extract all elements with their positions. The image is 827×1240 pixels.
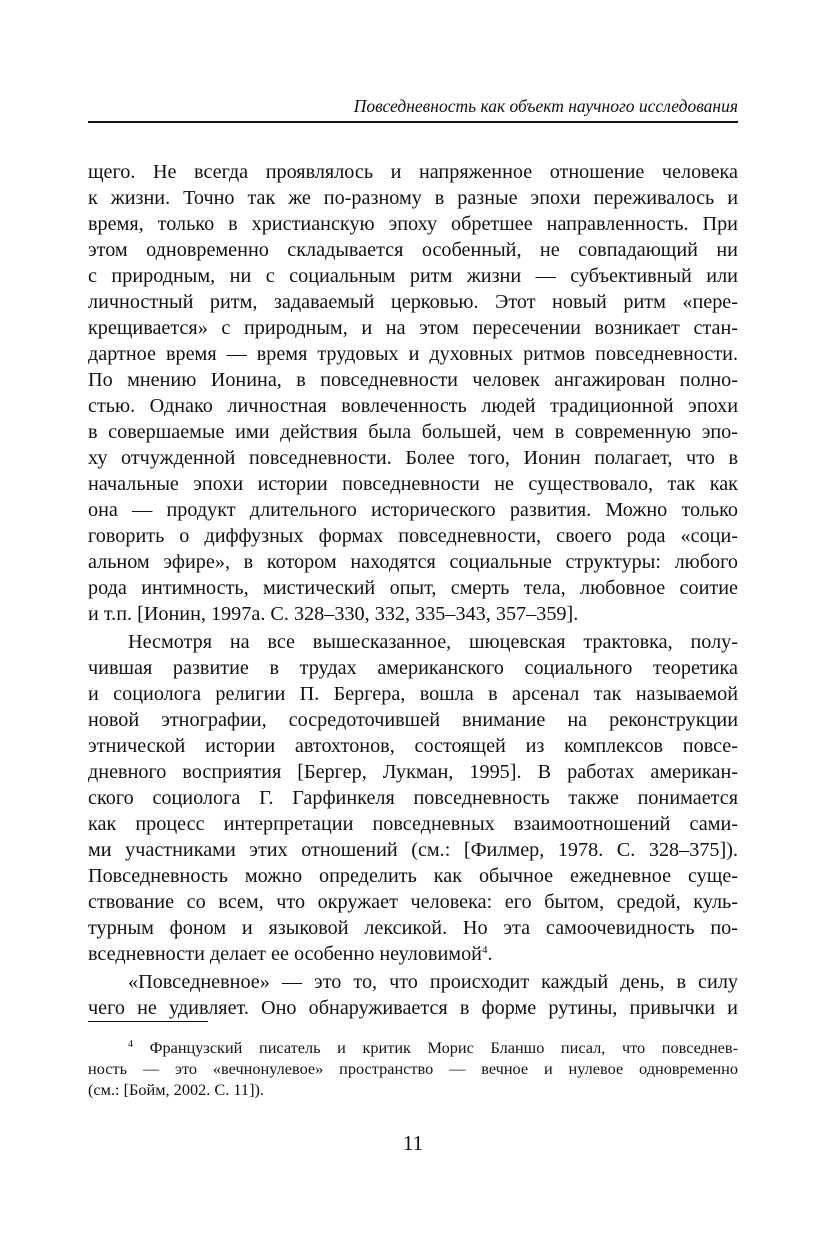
text-line: Повседневность можно определить как обычное ежедневное суще- — [88, 865, 738, 887]
text-line: этом одновременно складывается особенный, не совпадающий ни — [88, 239, 738, 261]
footnote-line — [128, 1037, 738, 1058]
text-line: начальные эпохи истории повседневности не существовало, так как — [88, 473, 738, 495]
text-line: с природным, ни с социальным ритм жизни — субъективный или — [88, 265, 738, 287]
header-rule — [88, 121, 738, 123]
text-line: говорить о диффузных формах повседневности, своего рода «соци- — [88, 525, 738, 547]
text-line: чившая развитие в трудах американского социального теоретика — [88, 657, 738, 679]
footnote-reference[interactable]: 4 — [481, 944, 488, 956]
text-line: стью. Однако личностная вовлеченность людей традиционной эпохи — [88, 395, 738, 417]
text-line: альном эфире», в котором находятся социальные структуры: любого — [88, 551, 738, 573]
text-line: щего. Не всегда проявлялось и напряженное отношение человека — [88, 161, 738, 183]
text-line: новой этнографии, сосредоточившей внимание на реконструкции — [88, 709, 738, 731]
text-line: ми участниками этих отношений (см.: [Филмер, 1978. С. 328–375]). — [88, 839, 738, 861]
text-line: По мнению Ионина, в повседневности человек ангажирован полно- — [88, 369, 738, 391]
footnote-line: (см.: [Бойм, 2002. С. 11]). — [88, 1080, 264, 1099]
text-line: турным фоном и языковой лексикой. Но эта самоочевидность по- — [88, 917, 738, 939]
footnote-text: Французский писатель и критик Морис Бланшо писал, что повседнев- — [133, 1038, 738, 1057]
footnote-marker: 4 — [128, 1039, 133, 1050]
text-line: вседневности делает ее особенно неуловимой — [88, 943, 482, 965]
text-line: крещивается» с природным, и на этом пересечении возникает стан- — [88, 317, 738, 339]
text-line: «Повседневное» — это то, что происходит каждый день, в силу — [128, 971, 738, 993]
text-line: как процесс интерпретации повседневных взаимоотношений сами- — [88, 813, 738, 835]
text-line: ствование со всем, что окружает человека: его бытом, средой, куль- — [88, 891, 738, 913]
text-line: этнической истории автохтонов, состоящей из комплексов повсе- — [88, 735, 738, 757]
footnote-rule — [88, 1021, 208, 1022]
text-line: в совершаемые ими действия была большей, чем в современную эпо- — [88, 421, 738, 443]
text-line: дартное время — время трудовых и духовных ритмов повседневности. — [88, 343, 738, 365]
text-line: рода интимность, мистический опыт, смерть тела, любовное соитие — [88, 577, 738, 599]
running-head-title: Повседневность как объект научного исследования — [353, 96, 738, 116]
text-line: к жизни. Точно так же по-разному в разные эпохи переживалось и — [88, 187, 738, 209]
text-line: и социолога религии П. Бергера, вошла в арсенал так называемой — [88, 683, 738, 705]
text-line: дневного восприятия [Бергер, Лукман, 1995]. В работах американ- — [88, 761, 738, 783]
page-number: 11 — [402, 1131, 424, 1155]
text-line: и т.п. [Ионин, 1997а. С. 328–330, 332, 335–343, 357–359]. — [88, 603, 579, 625]
footnote-line: ность — это «вечнонулевое» пространство — вечное и нулевое одновременно — [88, 1059, 738, 1078]
text-line: личностный ритм, задаваемый церковью. Этот новый ритм «пере- — [88, 291, 738, 313]
text-line: ху отчужденной повседневности. Более того, Ионин полагает, что в — [88, 447, 738, 469]
text-line: Несмотря на все вышесказанное, шюцевская трактовка, полу- — [128, 631, 738, 653]
text-line: ского социолога Г. Гарфинкеля повседневность также понимается — [88, 787, 738, 809]
text-line-with-footnote-ref: вседневности делает ее особенно неуловимой$^4$. — [88, 943, 493, 965]
text-line: чего не удивляет. Оно обнаруживается в форме рутины, привычки и — [88, 997, 738, 1019]
text-line: она — продукт длительного исторического развития. Можно только — [88, 499, 738, 521]
text-line: время, только в христианскую эпоху обретшее направленность. При — [88, 213, 738, 235]
